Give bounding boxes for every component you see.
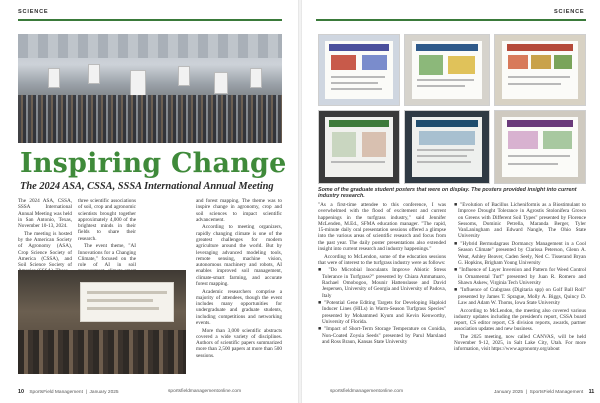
website-url: sportsfieldmanagementonline.com <box>168 389 242 394</box>
list-item: ■ "Do Microbial Inoculants Improve Abiotic Stress Tolerance in Turfgrass?" presented by Chiara Ammatuaro, Rachael Omobogoo, Mounir Hattenslasse and David Jespersen, University of Georgia and University of Padova, Italy <box>318 267 446 299</box>
body-column-4 <box>318 202 446 346</box>
body-column-5 <box>454 202 586 354</box>
paragraph: and forest mapping. The theme was to inspire change in agronomy, crop and soil sciences to impact scientific advancement. <box>196 198 282 223</box>
poster-photo <box>404 34 490 106</box>
issue-date: January 2025 <box>89 390 119 395</box>
right-footer: January 2025 | SportsField Management 11 <box>494 389 595 395</box>
article-subtitle: The 2024 ASA, CSSA, SSSA International Annual Meeting <box>20 181 274 192</box>
publication-name: SportsField Management <box>29 390 83 395</box>
body-column-1 <box>18 198 72 276</box>
poster-photo <box>494 34 586 106</box>
paragraph: Academic researchers comprise a majority of attendees, though the event includes many opportunities for undergraduate and graduate students, including competitions and networking events. <box>196 288 282 327</box>
page-number: 11 <box>588 389 595 395</box>
list-item: ■ "Hybrid Bermudagrass Dormancy Management in a Cool Season Climate" presented by Clarissa Peterson, Glenn A. Weat, Ashley Beaver, Caden Seely, Ned C. Tisserand Bryan G. Hopkins, Brigham Young University <box>454 240 586 266</box>
section-label: SCIENCE <box>18 9 49 15</box>
website-url: sportsfieldmanagementonline.com <box>330 389 404 394</box>
article-title: Inspiring Change <box>20 148 287 179</box>
poster-photo <box>404 110 490 184</box>
session-photo <box>18 270 186 374</box>
left-page <box>0 0 298 403</box>
photo-caption: Some of the graduate student posters that were on display. The posters provided insight into current industry research. <box>318 187 577 200</box>
poster-photo <box>494 110 586 184</box>
paragraph: According to meeting organizers, rapidly changing climate is one of the greatest challenges for modern agriculture around the world. But by leveraging advanced modeling tools, remote sensing, machine vision, autonomous machinery and robots, AI enables improved soil management, climate-smart farming, and accurate forest mapping. <box>196 224 282 288</box>
list-item: ■ "Evolution of Bacillus Licheniformis as a Biostimulant to Improve Drought Tolerance in Agrostis Stolonifera Grown on Greens with Different Soil Types" presented by Florence Sessoms, Dominic Petrella, Maranda Berger, Tyler VanLaningham and Edward Nangle, The Ohio State University <box>454 202 586 240</box>
list-item: ■ "Impact of Short-Term Storage Temperature on Conidia, Non-Coated Zoysia Seeds" presented by Parul Marsland and Ross Braun, Kansas State University <box>318 326 446 345</box>
paragraph: The 2024 ASA, CSSA, SSSA International Annual Meeting was held in San Antonio, Texas, November 10-13, 2024. <box>18 198 72 230</box>
page-number: 10 <box>18 389 24 395</box>
paragraph: More than 3,000 scientific abstracts covered a wide variety of disciplines. Authors of scientific papers summarized more than 2,500 papers at more than 500 sessions. <box>196 327 282 359</box>
paragraph: According to McLendon, the meeting also covered various industry updates including the president's report, CSSA board report, CS editor report, CS division reports, awards, partner association updates and new business. <box>454 307 586 333</box>
paragraph: The event theme, "AI Innovations for a Changing Climate," focused on the role of AI in soil <box>78 243 136 269</box>
section-label: SCIENCE <box>554 9 585 15</box>
poster-photo <box>318 110 400 184</box>
body-column-3 <box>196 198 282 360</box>
left-footer: 10 SportsField Management | January 2025 <box>18 389 119 395</box>
paragraph: The 2025 meeting, now called CANVAS, will be held November 9-12, 2025, in Salt Lake City, Utah. For more information, visit https://www.agronomy.org/about <box>454 333 586 353</box>
paragraph: The meeting is hosted by the American Society of Agronomy (ASA), Crop Science Society of America (CSSA), and Soil Science Society of <box>18 230 72 269</box>
list-item: ■ "Potential Gene Editing Targets for Developing Haploid Inducer Lines (HILs) in Warm-Season Turfgrass Species" presented by Mohammed Kyum and Kevin Kenworthy, University of Florida. <box>318 300 446 325</box>
section-rule <box>316 19 586 21</box>
poster-photo <box>318 34 400 106</box>
paragraph: According to McLendon, some of the education sessions that were of interest to the turfgrass industry were as follows: <box>318 253 446 266</box>
paragraph: three scientific associations of soil, crop and agronomic scientists brought together approximately 4,000 of the brightest minds in their fields to share their research. <box>78 198 136 242</box>
list-item: ■ "Influence of Layer Inversion and Pattern for Weed Control in Ornamental Turf" presented by Juan R. Romero and Shawn Askew, Virginia Tech University <box>454 267 586 286</box>
list-item: ■ "Influence of Crabgrass (Digitaria spp) on Golf Ball Roll" presented by James T. Sprague, Molly A. Biggs, Quincy D. Law and Adam W. Thoms, Iowa State University <box>454 287 586 307</box>
section-rule <box>18 19 282 21</box>
publication-name: SportsField Management <box>529 390 584 395</box>
exhibit-hall-photo <box>18 34 282 143</box>
paragraph: "As a first-time attendee to this conference, I was overwhelmed with the flood of excitement and current happenings in the turfgrass industry," said Jennifer McLenden, M.Ed., SFMA education manager. "The rapid, 15-minute daily oral presentation sessions offered a glimpse into the various areas of scientific research and focus from the past year. The daily poster presentations also extended insight into current research and industry happenings." <box>318 202 446 253</box>
issue-date: January 2025 <box>494 390 524 395</box>
